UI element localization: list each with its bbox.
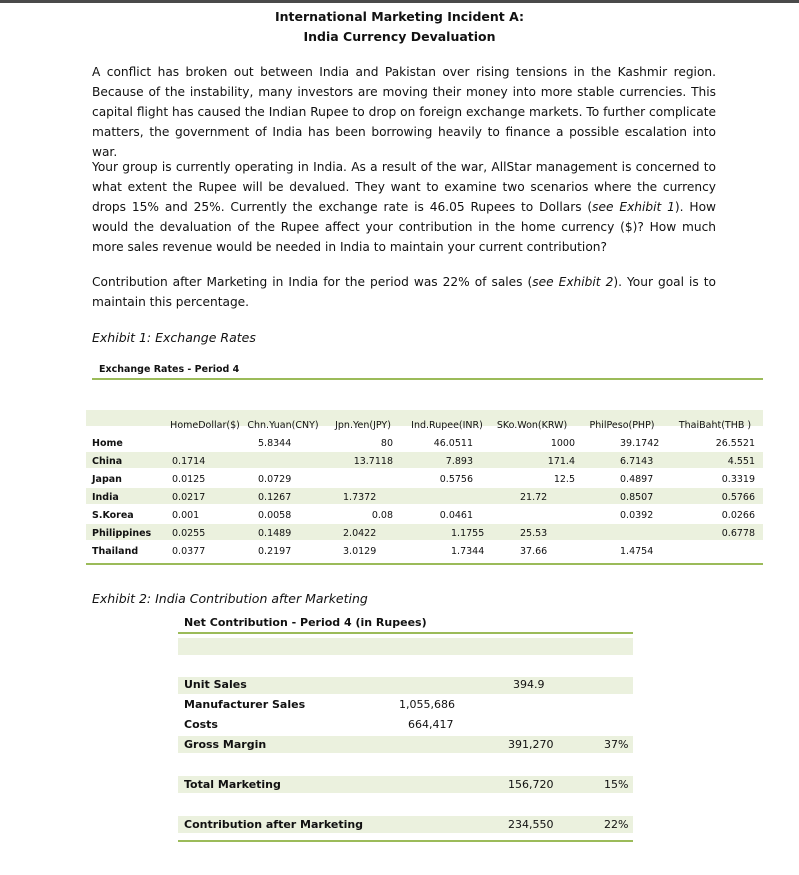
paragraph-goal [92, 272, 716, 312]
column-header: SKo.Won(KRW) [496, 420, 568, 431]
rate-cell: 0.0217 [172, 492, 206, 503]
row-label: Philippines [92, 528, 152, 539]
exhibit2-heading-bar [178, 613, 633, 634]
gross-margin-value: 391,270 [508, 738, 554, 751]
row-label: Thailand [92, 546, 139, 557]
rate-cell: 0.0125 [172, 474, 206, 485]
column-header: Jpn.Yen(JPY) [335, 420, 391, 431]
contribution-value: 234,550 [508, 818, 554, 831]
rate-cell: 13.7118 [353, 456, 393, 467]
rate-cell: 7.893 [445, 456, 473, 467]
column-header: Ind.Rupee(INR) [411, 420, 483, 431]
exhibit2-bottom-rule [178, 840, 633, 842]
paragraph-goal-text-a: Contribution after Marketing in India for the period was 22% of sales ( [92, 275, 533, 289]
rate-cell: 0.0392 [620, 510, 654, 521]
rate-cell: 1.4754 [620, 546, 654, 557]
rate-cell: 1.7344 [451, 546, 485, 557]
column-header: Chn.Yuan(CNY) [247, 420, 319, 431]
rate-cell: 12.5 [553, 474, 575, 485]
exhibit1-heading-bar [92, 361, 763, 380]
exhibit2-reference: see Exhibit 2 [532, 275, 614, 289]
paragraph-conflict: A conflict has broken out between India and Pakistan over rising tensions in the Kashmir region. Because of the instability, many investors are moving their money into more stable currencies. This capital flight has caused the Indian Rupee to drop on foreign exchange markets. To further complicate matters, the government of India has been borrowing heavily to finance a possible escalation into war. [92, 65, 716, 159]
rate-cell: 0.6778 [721, 528, 755, 539]
rate-cell: 6.7143 [620, 456, 654, 467]
rate-cell: 80 [380, 438, 393, 449]
document-title: International Marketing Incident A: [274, 9, 525, 24]
row-label: S.Korea [92, 510, 134, 521]
rate-cell: 0.0729 [258, 474, 292, 485]
row-label: Japan [92, 474, 122, 485]
contribution-label: Contribution after Marketing [184, 818, 364, 831]
rate-cell: 1.1755 [451, 528, 485, 539]
rate-cell: 0.0461 [439, 510, 473, 521]
rate-cell: 1.7372 [343, 492, 377, 503]
rate-cell: 0.5766 [721, 492, 755, 503]
column-header: ThaiBaht(THB ) [678, 420, 752, 431]
rate-cell: 0.0058 [258, 510, 292, 521]
rate-cell: 2.0422 [343, 528, 377, 539]
rate-cell: 0.08 [371, 510, 393, 521]
rate-cell: 0.3319 [721, 474, 755, 485]
rate-cell: 0.0377 [172, 546, 206, 557]
exhibit1-heading: Exchange Rates - Period 4 [99, 364, 240, 375]
rate-cell: 46.0511 [433, 438, 473, 449]
rate-cell: 0.8507 [620, 492, 654, 503]
manufacturer-sales-label: Manufacturer Sales [184, 698, 306, 711]
exhibit1-title: Exhibit 1: Exchange Rates [92, 330, 256, 345]
rate-cell: 39.1742 [620, 438, 660, 449]
row-label: India [92, 492, 119, 503]
rate-cell: 1000 [550, 438, 575, 449]
contribution-percent: 22% [604, 818, 629, 831]
column-header: HomeDollar($) [170, 420, 240, 431]
rate-cell: 0.0255 [172, 528, 206, 539]
row-label: China [92, 456, 123, 467]
rate-cell: 0.0266 [721, 510, 755, 521]
rate-cell: 5.8344 [258, 438, 292, 449]
total-marketing-percent: 15% [604, 778, 629, 791]
rate-cell: 3.0129 [343, 546, 377, 557]
costs-label: Costs [184, 718, 218, 731]
rate-cell: 0.4897 [620, 474, 654, 485]
unit-sales-value: 394.9 [513, 678, 545, 691]
table-band [178, 638, 633, 655]
rate-cell: 0.1267 [258, 492, 292, 503]
rate-cell: 0.5756 [439, 474, 473, 485]
paragraph-scenario-text-b: ). How would the devaluation of the Rupee affect your contribution in the home currency ($)? How much more sales revenue would be needed in India to maintain your current contribution? [92, 200, 716, 254]
paragraph-goal-text-b: ). Your goal is to maintain this percentage. [92, 275, 716, 309]
rate-cell: 0.001 [172, 510, 200, 521]
row-label: Home [92, 438, 123, 449]
unit-sales-label: Unit Sales [184, 678, 247, 691]
rate-cell: 4.551 [727, 456, 755, 467]
rate-cell: 0.1489 [258, 528, 292, 539]
rate-cell: 37.66 [520, 546, 548, 557]
exhibit1-bottom-rule [86, 563, 763, 565]
top-border [0, 0, 799, 3]
document-subtitle: India Currency Devaluation [303, 29, 496, 44]
rate-cell: 26.5521 [715, 438, 755, 449]
rate-cell: 21.72 [520, 492, 548, 503]
rate-cell: 0.2197 [258, 546, 292, 557]
costs-value: 664,417 [408, 718, 454, 731]
column-header: PhilPeso(PHP) [589, 420, 655, 431]
exhibit1-reference: see Exhibit 1 [592, 200, 675, 214]
paragraph-scenario [92, 157, 716, 257]
total-marketing-label: Total Marketing [184, 778, 281, 791]
exhibit2-title: Exhibit 2: India Contribution after Marketing [92, 591, 368, 606]
manufacturer-sales-value: 1,055,686 [399, 698, 455, 711]
rate-cell: 25.53 [520, 528, 548, 539]
rate-cell: 0.1714 [172, 456, 206, 467]
gross-margin-label: Gross Margin [184, 738, 267, 751]
total-marketing-value: 156,720 [508, 778, 554, 791]
rate-cell: 171.4 [547, 456, 575, 467]
paragraph-scenario-text-a: Your group is currently operating in India. As a result of the war, AllStar management is concerned to what extent the Rupee will be devalued. They want to examine two scenarios where the currency drops 15% and 25%. Currently the exchange rate is 46.05 Rupees to Dollars ( [92, 160, 716, 214]
gross-margin-percent: 37% [604, 738, 629, 751]
exhibit2-heading: Net Contribution - Period 4 (in Rupees) [184, 616, 427, 629]
